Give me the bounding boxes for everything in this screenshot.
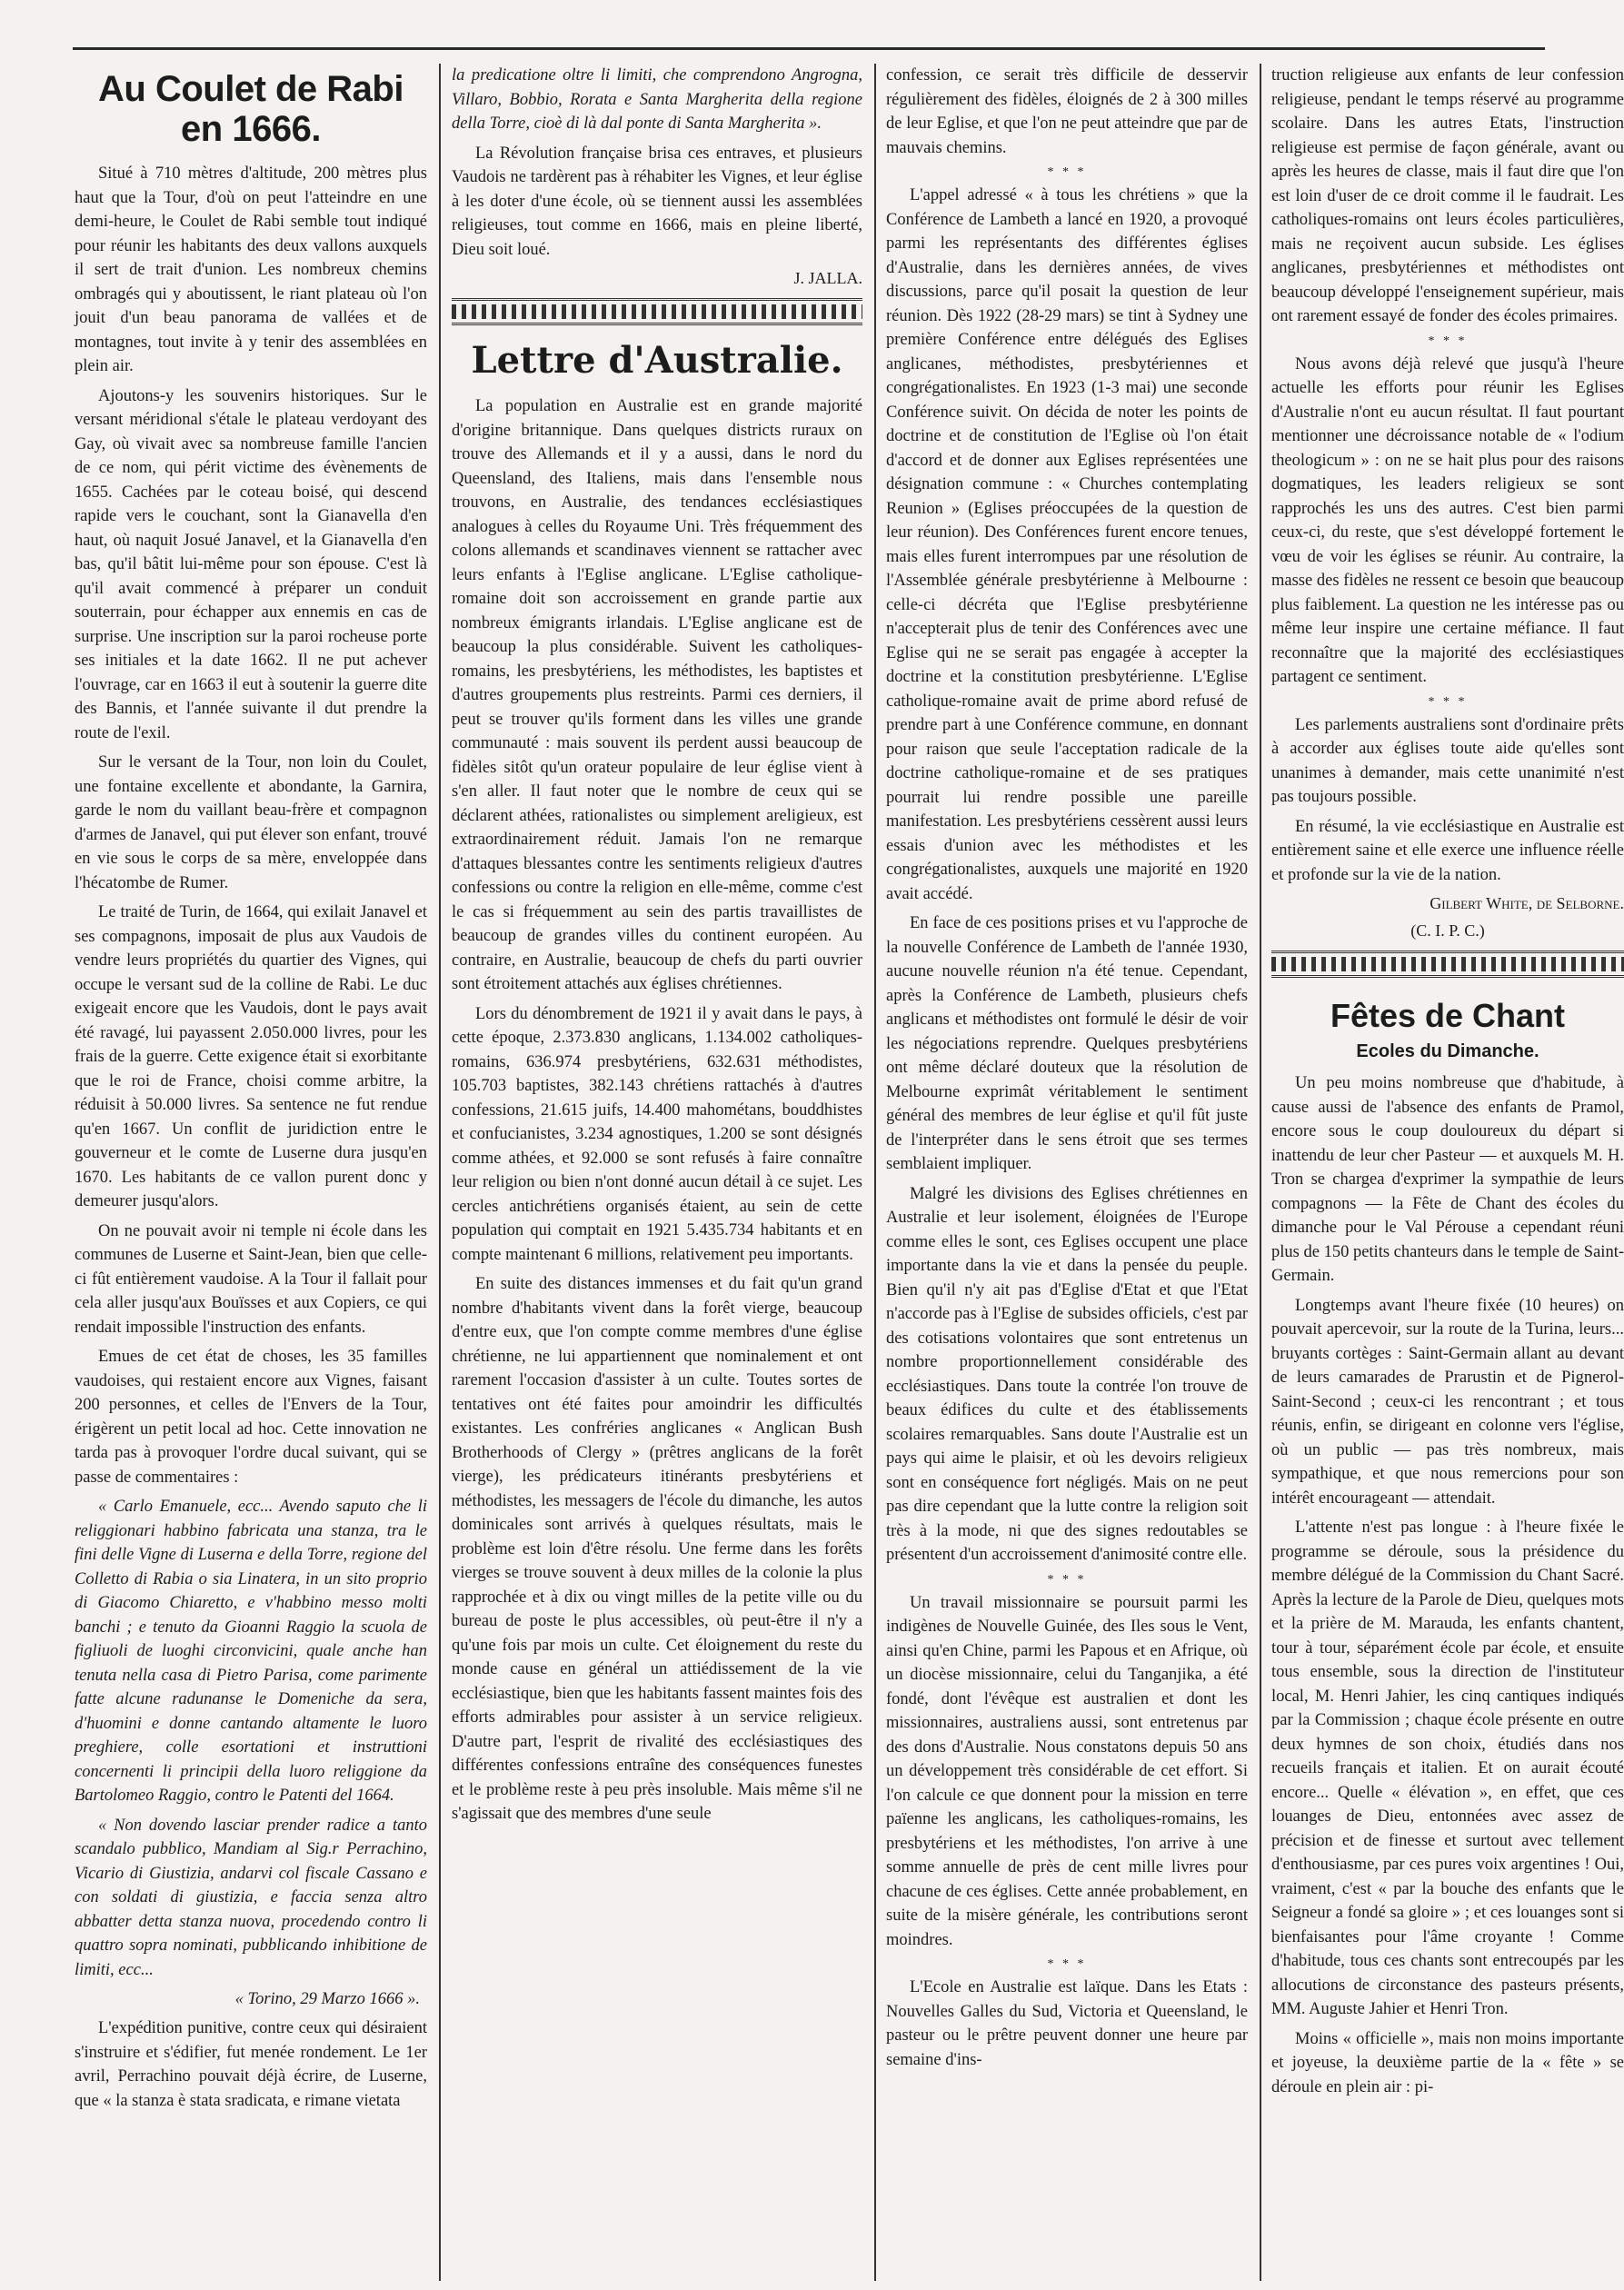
quote-italian: « Non dovendo lasciar prender radice a tanto scandalo pubblico, Mandiam al Sig.r Perrachino, Vicario di Giustizia, andarvi col fiscale Cassano e con soldati di giustizia, e faccia senza altro abbatter detta stanza nuova, procedendo contro li quattro sopra nominati, pubblicando inhibitione de limiti, ecc... — [75, 1816, 427, 1979]
signature: J. JALLA. — [793, 269, 862, 287]
top-rule — [73, 47, 1545, 50]
column-rule — [439, 64, 441, 2281]
article-subtitle: Ecoles du Dimanche. — [1356, 1041, 1539, 1061]
column-1 — [75, 64, 427, 2281]
signature-source: (C. I. P. C.) — [1410, 921, 1485, 940]
paragraph: Malgré les divisions des Eglises chrétiennes en Australie et leur isolement, éloignées de l'Europe comme elles le sont, ces Eglises occupent une place importante dans la vie et dans la pensée du peuple. Bien qu'il n'y ait pas d'Eglise d'Etat et que l'Etat n'accorde pas à l'Eglise de subsides officiels, c'est par des cotisations volontaires que sont entretenus un nombre proportionnellement considérable des ecclésiastiques. Dans toute la contrée l'on trouve de beaux édifices du culte et des établissements scolaires remarquables. Sans doute l'Australie est un pays qui aime le plaisir, et où les devoirs religieux sont en conséquence fort négligés. Mais on ne peut pas dire cependant que la lutte contre la religion soit très à la mode, ni que des signes redoutables se présentent d'un accroissement d'animosité contre elle. — [886, 1184, 1248, 1564]
paragraph: En résumé, la vie ecclésiastique en Australie est entièrement saine et elle exerce une influence réelle et profonde sur la vie de la nation. — [1271, 817, 1624, 884]
ornamental-divider — [1271, 951, 1624, 978]
signature: Gilbert White, de Selborne. — [1430, 894, 1624, 912]
paragraph: L'attente n'est pas longue : à l'heure fixée le programme se déroule, sous la présidence du membre délégué de la Commission du Chant Sacré. Après la lecture de la Parole de Dieu, quelques mots et la prière de M. Marauda, les enfants chantent, tour à tour, séparément école par école, et ensuite tous ensemble, sous la direction de l'instituteur local, M. Henri Jahier, les cinq cantiques indiqués par la Commission ; chaque école présente en outre deux hymnes de son choix, étudiés dans nos recueils français et italien. Et on aurait écouté encore... Quelle « élévation », en effet, que ces louanges de Dieu, entonnées avec assez de précision et de finesse et surtout avec tellement d'enthousiasme, par ces pures voix argentines ! Oui, vraiment, c'est « par la bouche des enfants que le Seigneur a fondé sa gloire » ; et ces louanges sont si bienfaisantes pour l'âme croyante ! Comme d'habitude, tous ces chants sont entrecoupés par les allocutions de circonstance des pasteurs présents, MM. Auguste Jahier et Henri Tron. — [1271, 1518, 1624, 2018]
quote-continuation: la predicatione oltre li limiti, che comprendono Angrogna, Villaro, Bobbio, Rorata e Santa Margherita della regione della Torre, cioè di là dal ponte di Santa Margherita ». — [452, 66, 862, 133]
paragraph: Ajoutons-y les souvenirs historiques. Sur le versant méridional s'étale le plateau verdoyant des Gay, où vivait avec sa nombreuse famille l'ancien de ce nom, qui périt victime des évènements de 1655. Cachées par le coteau boisé, qui descend rapide vers le couchant, sont la Gianavella d'en haut, où naquit Josué Janavel, et la Gianavella d'en bas, qu'il bâtit lui-même pour son épouse. C'est là qu'il avait commencé à préparer un conduit souterrain, pour échapper aux ennemis en cas de surprise. Une inscription sur la paroi rocheuse porte ses initiales et la date 1662. Il ne put achever l'ouvrage, car en 1663 il eut à soutenir la guerre dite des Bannis, et l'année suivante il dut prendre la route de l'exil. — [75, 386, 427, 742]
paragraph: En suite des distances immenses et du fait qu'un grand nombre d'habitants vivent dans la forêt vierge, beaucoup d'entre eux, que l'on compte comme membres d'une église chrétienne, ne lui appartiennent que nominalement et ont rarement l'occasion d'assister à un culte. Toutes sortes de tentatives ont été faites pour amoindrir les difficultés existantes. Les confréries anglicanes « Anglican Bush Brotherhoods of Clergy » (prêtres anglicans de la forêt vierge), les prédicateurs itinérants presbytériens et méthodistes, les messagers de l'école du dimanche, les autos dominicales sont arrivés à quelques résultats, mais le problème est loin d'être résolu. Une ferme dans les forêts vierges se trouve souvent à deux milles de la colonie la plus rapprochée et à dix ou vingt milles de la petite ville ou du bureau de poste le plus accessibles, où peut-être il n'y a qu'une fois par mois un culte. Cet éloignement du reste du monde cause en général un attiédissement de la vie ecclésiastique, bien que les habitants fassent maintes fois des efforts admirables pour assister à un service religieux. D'autre part, l'esprit de rivalité des ecclésiastiques des différentes confessions entraîne des conséquences funestes et le problème reste à peu près insoluble. Mais même s'il ne s'agissait que des membres d'une seule — [452, 1275, 862, 1823]
paragraph: L'expédition punitive, contre ceux qui désiraient s'instruire et s'édifier, fut menée rondement. Le 1er avril, Perrachino pouvait déjà écrire, de Luserne, que « la stanza è stata sradicata, e rimane vietata — [75, 2019, 427, 2110]
section-stars: * * * — [1428, 694, 1468, 709]
paragraph: Un travail missionnaire se poursuit parmi les indigènes de Nouvelle Guinée, des Iles sous le Vent, ainsi qu'en Chine, parmi les Papous et en Afrique, où un diocèse missionnaire, celui du Tanganjika, a été fondé, dont l'évêque est australien et dont les missionnaires, australiens aussi, sont entretenus par des dons d'Australie. Nous constatons depuis 50 ans un développement très considérable de cet effort. Si l'on calcule ce que donnent pour la mission en terre païenne les anglicans, les catholiques-romains, les presbytériens et les méthodistes, l'on arrive à une somme annuelle de près de cent mille livres pour chacune de ces églises. Cette année probablement, en suite de la misère générale, les contributions seront moindres. — [886, 1593, 1248, 1949]
paragraph: On ne pouvait avoir ni temple ni école dans les communes de Luserne et Saint-Jean, bien que celle-ci fût entièrement vaudoise. A la Tour il fallait pour cela aller jusqu'aux Bouïsses et aux Copiers, ce qui rendait impossible l'instruction des enfants. — [75, 1221, 427, 1337]
article-title-lettre: Lettre d'Australie. — [471, 339, 843, 382]
paragraph: Emues de cet état de choses, les 35 familles vaudoises, qui restaient encore aux Vignes, faisant 200 personnes, et celles de l'Envers de la Tour, érigèrent un petit local ad hoc. Cette innovation ne tarda pas à provoquer l'ordre ducal suivant, qui se passe de commentaires : — [75, 1348, 427, 1487]
quote-italian: « Carlo Emanuele, ecc... Avendo saputo che li religgionari habbino fabricata una stanza, tra le fini delle Vigne di Luserna e della Torre, regione del Colletto di Rabia o sia Linatera, in un sito proprio di Giacomo Chiaretto, e v'habbino messo molti banchi ; e tenuto da Gioanni Raggio la scuola de figliuoli de luoghi circonvicini, quale anche han tenuta nella casa di Pietro Parisa, come parimente fatte alcune radunanse le Domeniche da sera, d'huomini e donne cantando altamente le luoro preghiere, colle esortationi et instruttioni concernenti li principii della luoro religgione da Bartolomeo Raggio, contro le Patenti del 1664. — [75, 1498, 427, 1805]
newspaper-page — [75, 64, 1624, 2281]
paragraph: En face de ces positions prises et vu l'approche de la nouvelle Conférence de Lambeth de l'année 1930, aucune nouvelle réunion n'a été tenue. Cependant, après la Conférence de Lambeth, plusieurs chefs anglicans et méthodistes ont formulé le désir de voir les négociations reprendre. Quelques presbytériens ont même déclaré douteux que la résolution de Melbourne exprimât véritablement le sentiment général des membres de leur église et qu'il fût juste de l'interpréter dans le sens étroit que ses termes semblaient impliquer. — [886, 914, 1248, 1173]
paragraph-continuation: confession, ce serait très difficile de desservir régulièrement des fidèles, éloignés de 2 à 300 milles de leur Eglise, et que l'on ne peut atteindre que par de mauvais chemins. — [886, 66, 1248, 157]
article-title-coulet: Au Coulet de Rabi en 1666. — [98, 69, 404, 149]
quote-dateline: « Torino, 29 Marzo 1666 ». — [234, 1990, 420, 2008]
column-4 — [1271, 64, 1624, 2281]
paragraph: L'Ecole en Australie est laïque. Dans les Etats : Nouvelles Galles du Sud, Victoria et Queensland, le pasteur ou le prêtre peuvent donner une heure par semaine d'ins- — [886, 1978, 1248, 2069]
column-3 — [886, 64, 1248, 2281]
paragraph: Sur le versant de la Tour, non loin du Coulet, une fontaine excellente et abondante, la Garnira, garde le nom du vaillant beau-frère et compagnon d'armes de Janavel, qui put élever son enfant, trouvé en vie sous le corps de sa mère, enveloppée dans l'hécatombe de Rumer. — [75, 753, 427, 892]
paragraph: Les parlements australiens sont d'ordinaire prêts à accorder aux églises toute aide qu'elles sont unanimes à demander, mais cette unanimité n'est pas toujours possible. — [1271, 715, 1624, 806]
paragraph: Un peu moins nombreuse que d'habitude, à cause aussi de l'absence des enfants de Pramol, encore sous le coup douloureux du départ si inattendu de leur cher Pasteur — et auxquels M. H. Tron se chargea d'exprimer la sympathie de leurs compagnons — la Fête de Chant des écoles du dimanche pour le Val Pérouse a cependant réuni plus de 150 petits chanteurs dans le temple de Saint-Germain. — [1271, 1074, 1624, 1285]
paragraph: Nous avons déjà relevé que jusqu'à l'heure actuelle les efforts pour réunir les Eglises d'Australie n'ont eu aucun résultat. Il faut pourtant mentionner une décroissance notable de « l'odium theologicum » : on ne se hait plus pour des raisons dogmatiques, les leaders religieux se sont rapprochés les uns des autres. C'est bien parmi ceux-ci, du reste, que s'est développé fortement le vœu de voir les églises se réunir. Au contraire, la masse des fidèles ne ressent ce besoin que beaucoup plus faiblement. La question ne les intéresse pas ou même leur inspire une certaine méfiance. Il faut reconnaître que la majorité des ecclésiastiques partagent ce sentiment. — [1271, 354, 1624, 686]
paragraph-continuation: truction religieuse aux enfants de leur confession religieuse, pendant le temps réservé au programme scolaire. Dans les autres Etats, l'instruction religieuse est permise de façon générale, avant ou après les heures de classe, mais il faut dire que l'on est loin d'user de ce droit comme il le faudrait. Les catholiques-romains ont leurs écoles particulières, mais ne reçoivent aucun subside. Les églises anglicanes, presbytériennes et méthodistes ont beaucoup développé l'enseignement supérieur, mais ont rarement essayé de fonder des écoles primaires. — [1271, 66, 1624, 325]
column-rule — [874, 64, 876, 2281]
paragraph: L'appel adressé « à tous les chrétiens » que la Conférence de Lambeth a lancé en 1920, a provoqué parmi les représentants des différentes églises d'Australie, dans les dernières années, de vives discussions, parce qu'il posait la question de leur réunion. Dès 1922 (28-29 mars) se tint à Sydney une première Conférence entre délégués des Eglises anglicanes, méthodistes, presbytériennes et congrégationalistes. En 1923 (1-3 mai) une seconde Conférence suivit. On décida de noter les points de doctrine et de constitution de l'Eglise où l'on était d'accord et de donner aux Eglises représentées une désignation commune : « Churches contemplating Reunion » (Eglises préoccupées de la question de leur réunion). Des Conférences furent encore tenues, mais elles furent interrompues par une résolution de l'Assemblée générale presbytérienne à Melbourne : celle-ci décréta que l'Eglise presbytérienne n'accepterait plus de tenir des Conférences avec une Eglise qui ne se serait pas engagée à accepter la doctrine et la constitution presbytérienne. L'Eglise catholique-romaine avait de prime abord refusé de prendre part à une Conférence commune, en donnant pour raison que seule l'acceptation radicale de la doctrine catholique-romaine et de ses pratiques pourrait lui rendre possible une pareille manifestation. Les presbytériens cessèrent aussi leurs essais d'union avec les méthodistes et les congrégationalistes, auxquels une majorité en 1920 avait accédé. — [886, 186, 1248, 903]
paragraph: La population en Australie est en grande majorité d'origine britannique. Dans quelques districts ruraux on trouve des Allemands et il y a aussi, dans le nord du Queensland, des Italiens, mais dans l'ensemble nous trouvons, en Australie, des tendances ecclésiastiques analogues à celles du Royaume Uni. Très fréquemment des colons allemands et scandinaves viennent se rattacher avec leurs enfants à l'Eglise anglicane. L'Eglise catholique-romaine doit son accroissement en grande partie aux nombreux émigrants irlandais. L'Eglise anglicane est de beaucoup la plus considérable. Suivent les catholiques-romains, les presbytériens, les méthodistes, les baptistes et d'autres groupements plus restreints. Parmi ces derniers, il peut se trouver qu'ils forment dans les villes une grande communauté : mais souvent ils perdent aussi beaucoup de fidèles sitôt qu'un orateur populaire de leur église vient à s'en aller. Il faut noter que le nombre de ceux qui se déclarent athées, rationalistes ou simplement areligieux, est extraordinairement réduit. Jamais l'on ne remarque d'attaques blessantes contre les sentiments religieux d'autres confessions ou contre la religion en elle-même, comme c'est le cas si fréquemment au sein des partis travaillistes de beaucoup de grandes villes du continent européen. Au contraire, en Australie, beaucoup de chefs du parti ouvrier sont étroitement attachés aux églises chrétiennes. — [452, 397, 862, 993]
paragraph: La Révolution française brisa ces entraves, et plusieurs Vaudois ne tardèrent pas à réhabiter les Vignes, et leur église à les doter d'une école, où se tiennent aussi les assemblées religieuses, tout comme en 1666, mais en pleine liberté, Dieu soit loué. — [452, 144, 862, 259]
paragraph: Longtemps avant l'heure fixée (10 heures) on pouvait apercevoir, sur la route de la Turina, leurs... bruyants cortèges : Saint-Germain allant au devant de leurs camarades de Prarustin et de Pignerol-Saint-Second ; ceux-ci les rencontrant ; et tous réunis, enfin, se dirigeant en colonne vers l'église, où un public — pas très nombreux, mais sympathique, et que nous remercions pour son intérêt encourageant — attendait. — [1271, 1296, 1624, 1508]
paragraph: Le traité de Turin, de 1664, qui exilait Janavel et ses compagnons, imposait de plus aux Vaudois de vendre leurs propriétés du quartier des Vignes, qui occupe le versant sud de la colline de Rabi. Le duc exigeait encore que les Vaudois, dont le pays avait été ravagé, lui payassent 2.050.000 livres, pour les frais de la guerre. Cette exigence était si exorbitante que le roi de France, choisi comme arbitre, la réduisit à 50.000 livres. Sa sentence ne fut rendue qu'en 1667. Un conflit de juridiction entre le gouverneur et le comte de Luserne dura jusqu'en 1670. Les habitants de ce vallon purent donc y demeurer jusqu'alors. — [75, 903, 427, 1210]
section-stars: * * * — [1047, 1957, 1087, 1971]
article-title-fetes: Fêtes de Chant — [1330, 997, 1566, 1034]
paragraph: Situé à 710 mètres d'altitude, 200 mètres plus haut que la Tour, d'où on peut l'atteindre en une demi-heure, le Coulet de Rabi semble tout indiqué pour réunir les habitants des deux vallons auxquels il sert de trait d'union. Les nombreux chemins ombragés qui y aboutissent, le riant plateau où l'on jouit d'un beau panorama de vallées et de montagnes, tout invite à y tenir des assemblées en plein air. — [75, 164, 427, 375]
column-rule — [1260, 64, 1261, 2281]
paragraph: Lors du dénombrement de 1921 il y avait dans le pays, à cette époque, 2.373.830 anglicans, 1.134.002 catholiques-romains, 636.974 presbytériens, 632.631 méthodistes, 105.703 baptistes, 382.143 chrétiens rattachés à d'autres confessions, 21.615 juifs, 14.400 mahométans, bouddhistes et confucianistes, 3.234 agnostiques, 1.200 se sont désignés comme athées, et 92.000 se sont refusés à faire connaître leur religion ou bien n'ont donné aucun détail à ce sujet. Les cercles antichrétiens organisés étaient, au sein de cette population qui comptait en 1921 5.435.734 habitants et en compte maintenant 6 millions, relativement peu importants. — [452, 1004, 862, 1264]
section-stars: * * * — [1428, 334, 1468, 348]
paragraph: Moins « officielle », mais non moins importante et joyeuse, la deuxième partie de la « fête » se déroule en plein air : pi- — [1271, 2029, 1624, 2096]
section-stars: * * * — [1047, 1572, 1087, 1587]
section-stars: * * * — [1047, 165, 1087, 179]
ornamental-divider — [452, 298, 862, 325]
column-2 — [452, 64, 862, 2281]
